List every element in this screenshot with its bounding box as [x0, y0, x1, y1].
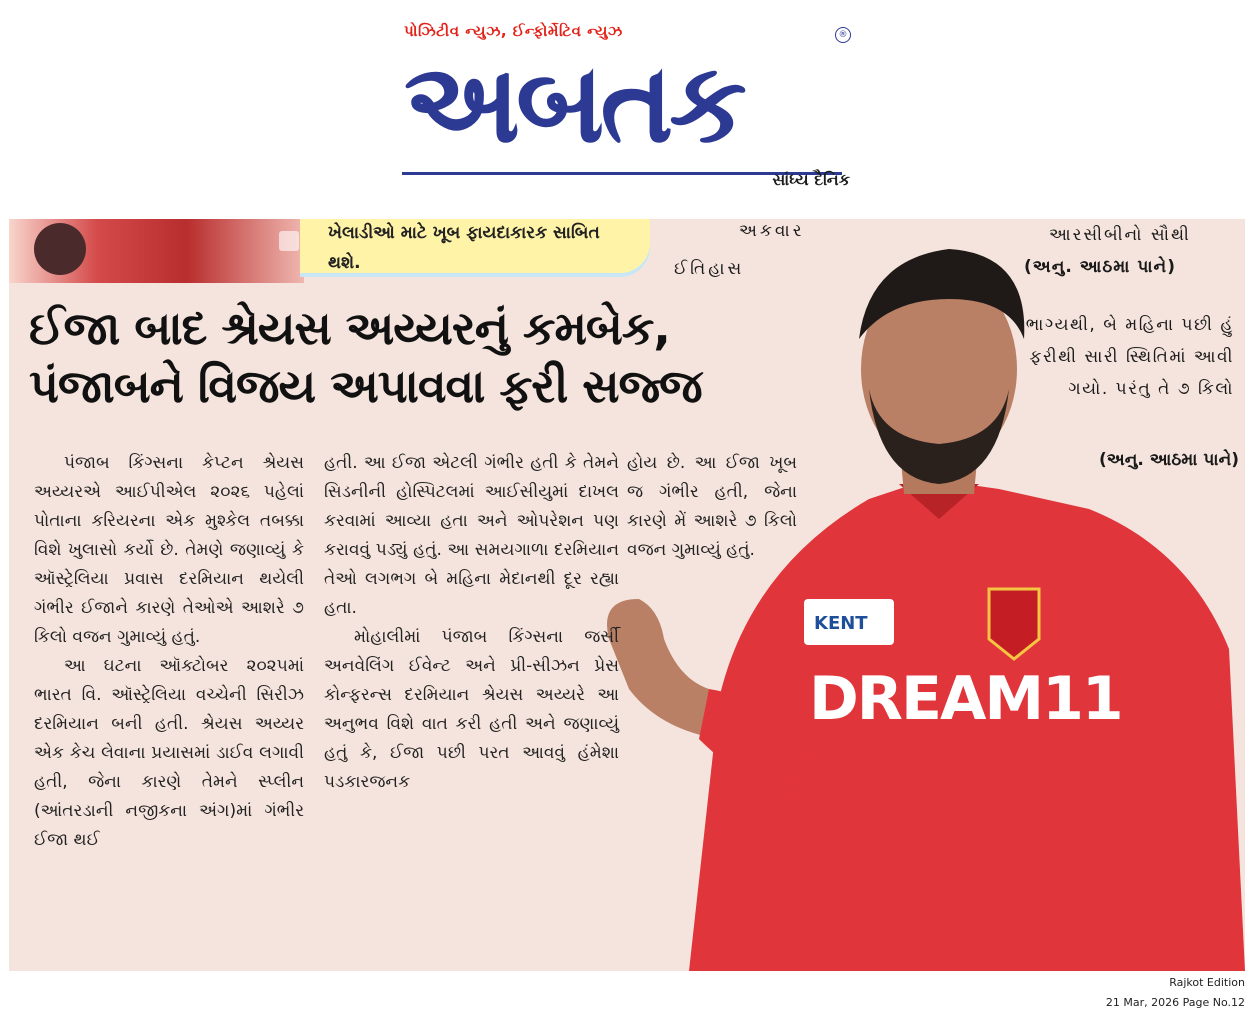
- masthead: [0, 0, 1255, 215]
- news-clipping: [9, 219, 1245, 971]
- right-top-text: આરસીબીનો સૌથી: [1049, 225, 1191, 245]
- article-column-2: [324, 449, 619, 797]
- headline-line-2: પંજાબને વિજય અપાવવા ફરી સજ્જ: [29, 359, 702, 413]
- jersey-sponsor-text: DREAM11: [809, 664, 1122, 734]
- hand: [607, 599, 719, 739]
- col3-paragraph-1: હોય છે. આ ઈજા ખૂબ જ ગંભીર હતી, જેના કારણે મેં આશરે ૭ કિલો વજન ગુમાવ્યું હતું.: [627, 453, 797, 560]
- registered-mark-icon: ®: [835, 27, 851, 43]
- headline-line-1: ઈજા બાદ શ્રેયસ અય્યરનું કમબેક,: [29, 301, 670, 355]
- col1-paragraph-1: પંજાબ કિંગ્સના કેપ્ટન શ્રેયસ અય્યરએ આઈપીએલ ૨૦૨૬ પહેલાં પોતાના કરિયરના એક મુશ્કેલ તબક્કા વિશે ખુલાસો કર્યો છે. તેમણે જણાવ્યું કે ઑસ્ટ્રેલિયા પ્રવાસ દરમિયાન થયેલી ગંભીર ઈજાને કારણે તેઓએ આશરે ૭ કિલો વજન ગુમાવ્યું હતું.: [34, 453, 304, 647]
- article-column-3: [627, 449, 797, 565]
- tagline: પોઝિટીવ ન્યુઝ, ઈન્ફોર્મેટિવ ન્યુઝ: [404, 22, 623, 40]
- cricket-photo-strip: [9, 219, 304, 283]
- continuation-word-1: અકવાર: [739, 221, 805, 241]
- edition-label: Rajkot Edition: [1169, 976, 1245, 989]
- right-column-text: ભાગ્યથી, બે મહિના પછી હું ફરીથી સારી સ્થિતિમાં આવી ગયો. પરંતુ તે ૭ કિલો: [1025, 315, 1234, 399]
- headline: [29, 299, 809, 415]
- col1-paragraph-2: આ ઘટના ઑક્ટોબર ૨૦૨૫માં ભારત વિ. ઑસ્ટ્રેલિયા વચ્ચેની સિરીઝ દરમિયાન બની હતી. શ્રેયસ અય્યર એક કેચ લેવાના પ્રયાસમાં ડાઈવ લગાવી હતી, જેના કારણે તેમને સ્પ્લીન (આંતરડાની નજીકના અંગ)માં ગંભીર ઈજા થઈ: [34, 656, 304, 850]
- helmet-icon: [279, 231, 299, 251]
- date-page-label: 21 Mar, 2026 Page No.12: [1105, 996, 1245, 1009]
- continuation-word-2: ઈતિહાસ: [674, 259, 745, 279]
- article-column-1: [34, 449, 304, 855]
- right-top-ref: (અનુ. આઠમા પાને): [1024, 257, 1176, 277]
- cricket-ball-icon: [34, 223, 86, 275]
- right-column-ref: (અનુ. આઠમા પાને): [1099, 450, 1239, 470]
- col2-paragraph-1: હતી. આ ઈજા એટલી ગંભીર હતી કે તેમને સિડનીની હોસ્પિટલમાં આઈસીયુમાં દાખલ કરવામાં આવ્યા હતા અને ઓપરેશન પણ કરાવવું પડ્યું હતું. આ સમયગાળા દરમિયાન તેઓ લગભગ બે મહિના મેદાનથી દૂર રહ્યા હતા.: [324, 453, 619, 618]
- col2-paragraph-2: મોહાલીમાં પંજાબ કિંગ્સના જર્સી અનવેલિંગ ઈવેન્ટ અને પ્રી-સીઝન પ્રેસ કોન્ફરન્સ દરમિયાન શ્રેયસ અય્યરે આ અનુભવ વિશે વાત કરી હતી અને જણાવ્યું હતું કે, ઈજા પછી પરત આવવું હંમેશા પડકારજનક: [324, 627, 619, 792]
- newspaper-logo: અબતક: [404, 42, 743, 164]
- masthead-subtitle: સાંધ્ય દૈનિક: [772, 170, 850, 189]
- callout-text: ખેલાડીઓ માટે ખૂબ ફાયદાકારક સાબિત થશે.: [328, 223, 600, 273]
- kent-logo-text: KENT: [814, 613, 868, 634]
